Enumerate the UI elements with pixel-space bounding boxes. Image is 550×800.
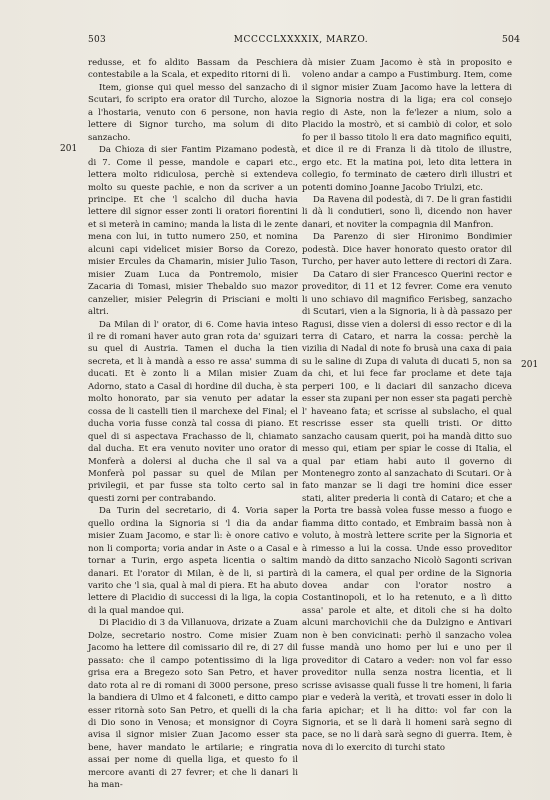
paragraph: Da Parenzo di sier Hironimo Bondimier podestà. Dice haver honorato questo orator dil Turcho, per haver auto lettere di rectori di Zara.	[302, 232, 512, 268]
paragraph: Item, gionse qui quel messo del sanzacho di Scutari, fo scripto era orator dil Turcho, alozoe a l'hostaria, venuto con 6 persone, non havia lettere di Signor turcho, ma solum di dito sanzacho.	[88, 82, 298, 143]
page-number-right: 504	[501, 34, 520, 45]
paragraph: Da Ravena dil podestà, di 7. De li gran fastidii li dà li condutieri, sono lì, dicendo non haver danari, et noviter la compagnia dil Manfron.	[302, 194, 512, 230]
right-column	[302, 57, 512, 754]
page-header	[88, 33, 514, 47]
paragraph: Da Cataro di sier Francesco Querini rector e proveditor, di 11 et 12 fevrer. Come era venuto li uno schiavo dil magnifico Ferisbeg, sanzacho di Scutari, vien a la Signoria, li à dà passazo per Ragusi, disse vien a dolersi di esso rector e di la terra di Cataro, et narra la cossa: perchè la vizilia di Nadal di note fo brusà una caxa di paia su le saline di Zupa di valuta di ducati 5, non sa da chi, et lui fece far proclame et dete taja perperi 100, e li daciari dil sanzacho diceva esser sta zupani per non esser sta pagati perchè l' haveano fata; et scrisse al subslacho, el qual rescrisse esser sta quelli tristi. Or ditto sanzacho causam querit, poi ha mandà ditto suo messo qui, etiam per spiar le cosse di Italia, el qual par etiam habi auto il governo di Montenegro zonto al sanzachato di Scutari. Or à fato manzar se li dagi tre homini dice esser stati, aliter prederia li contà di Cataro; et che a la Porta tre bassà volea fusse messo a fuogo e fiamma ditto contado, et Embraim bassà non à voluto, à mostrà lettere scrite per la Signoria et à rimesso a lui la cossa. Unde esso proveditor mandò da ditto sanzacho Nicolò Sagonti scrivan di la camera, el qual per ordine de la Signoria dovea andar con l'orator nostro a Costantinopoli, et lo ha retenuto, e a lì ditto assa' parole et alte, et ditoli che si ha dolto alcuni marchovichii che da Dulzigno e Antivari non è ben convicinati: perhò il sanzacho volea fusse mandà uno homo per lui e uno per il proveditor di Cataro a veder: non vol far esso proveditor nulla senza nostra licentia, et li scrisse avisasse quali fusse li tre homeni, li faria piar e vederà la verità, et trovati esser in dolo li faria apichar; et li ha ditto: vol far con la Signoria, et se li darà li homeni sarà segno di pace, se no li darà sarà segno di guerra. Item, è nova di lo exercito di turchi stato	[302, 269, 512, 753]
paragraph: dà misier Zuam Jacomo è stà in proposito e voleno andar a campo a Fustimburg. Item, come il signor misier Zuam Jacomo have la lettera di la Signoria nostra di la liga; era col consejo regio di Aste, non la fe'lezer a nium, solo a Placido la mostrò, et si cambiò di color, et solo fo per il basso titolo li era dato magnifico equiti, et dice il re di Franza li dà titolo de illustre, ergo etc. Et la matina poi, leto dita lettera in collegio, fo terminato de cætero dirli illustri et potenti domino Joanne Jacobo Triulzi, etc.	[302, 58, 512, 193]
margin-number-left: 201	[60, 144, 78, 154]
paragraph: Di Placidio di 3 da Villanuova, drizate a Zuam Dolze, secretario nostro. Come misier Zuam Jacomo ha lettere dil comissario dil re, di 27 dil passato: che il campo potentissimo di la liga grisa era a Bregezo soto San Petro, et haver dato rota al re di romani di 3000 persone, preso la bandiera di Ulmo et 4 falconeti, e ditto campo esser ritornà soto San Petro, et quelli di la cha di Dio sono in Venosa; et monsignor di Coyra avisa il signor misier Zuan Jacomo esser sta bene, haver mandato le artilarie; e ringratia assai per nome di quella liga, et questo fo il mercore avanti di 27 fevrer; et che li danari li ha man-	[88, 618, 298, 791]
page-number-left: 503	[88, 35, 107, 45]
paragraph: Da Turin del secretario, di 4. Voria saper quello ordina la Signoria si 'l dia da andar misier Zuam Jacomo, e star lì: è onore cativo e non li comporta; voria andar in Aste o a Casal e tornar a Turin, ergo aspeta licentia o saltim danari. Et l'orator di Milan, è de li, si partirà varito che 'l sia, qual à mal di piera. Et ha abuto lettere di Placidio di successi di la liga, la copia di la qual mandoe qui.	[88, 506, 298, 616]
margin-number-right: 201	[521, 360, 539, 370]
paragraph: Da Milan di l' orator, di 6. Come havia inteso il re di romani haver auto gran rota da' sguizari su quel di Austria. Tamen el ducha la tien secreta, et li à mandà a esso re assa' summa di ducati. Et è zonto li a Milan misier Zuam Adorno, stato a Casal di hordine dil ducha, è sta molto honorato, par sia venuto per adatar la cossa de li castelli tien il marchexe del Final; el ducha voria fusse conzà tal cossa di piano. Et quel di si aspectava Frachasso de li, chiamato dal ducha. Et era venuto noviter uno orator di Monferà a dolersi al ducha che il sal va a Monferà pol passar su quel de Milan per privilegii, et par fusse sta tolto certo sal in questi zorni per contrabando.	[88, 319, 298, 504]
paragraph: redusse, et fo aldito Bassam da Peschiera contestabile a la Scala, et expedito ritorni di lì.	[88, 58, 298, 81]
paragraph: Da Chioza di sier Fantim Pizamano podestà, di 7. Come il pesse, mandole e capari etc., lettera molto ridiculosa, perchè si extendeva molto su queste pachie, e non da scriver a un principe. Et che 'l scalcho dil ducha havia lettere dil signor esser zonti li oratori fiorentini et si meterà in camino; manda la lista di le zente mena con lui, in tutto numero 250, et nomina alcuni capi videlicet misier Borso da Corezo, misier Ercules da Chamarin, misier Julio Tason, misier Zuam Luca da Pontremolo, misier Zacaria di Tomasi, misier Thebaldo suo mazor canzelier, misier Pelegrin di Prisciani e molti altri.	[88, 145, 298, 318]
left-column	[88, 57, 298, 792]
running-title: MCCCCLXXXXIX, MARZO.	[233, 35, 369, 45]
